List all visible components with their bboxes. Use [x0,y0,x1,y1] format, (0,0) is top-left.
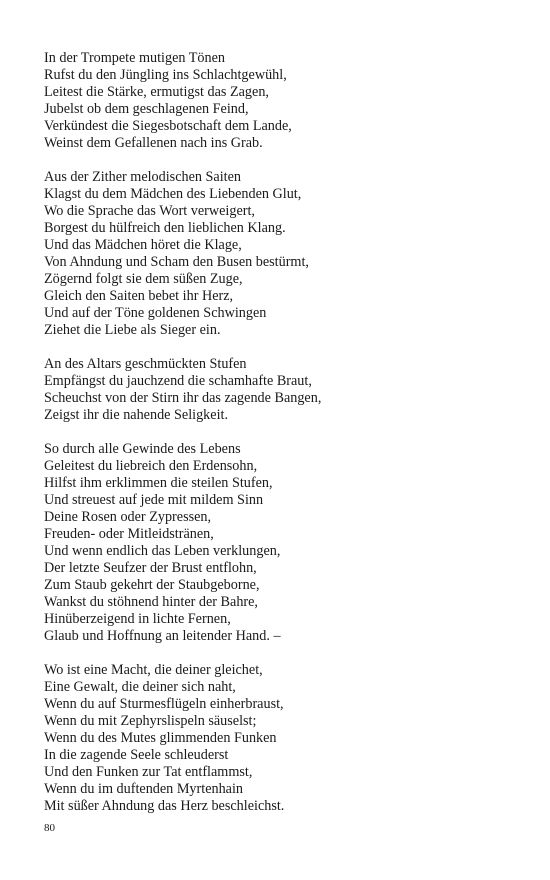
poem-line: Wenn du des Mutes glimmenden Funken [44,730,277,746]
poem-line: Zum Staub gekehrt der Staubgeborne, [44,577,260,593]
poem-line: Von Ahndung und Scham den Busen bestürmt, [44,254,309,270]
poem-line: Wenn du im duftenden Myrtenhain [44,781,244,797]
poem-line: Leitest die Stärke, ermutigst das Zagen, [44,84,269,100]
poem-line: Jubelst ob dem geschlagenen Feind, [44,101,249,117]
poem-line: Wenn du auf Sturmesflügeln einherbraust, [44,696,284,712]
poem-line: Wenn du mit Zephyrslispeln säuselst; [44,713,257,729]
poem-line: Und streuest auf jede mit mildem Sinn [44,492,264,508]
poem-line: Gleich den Saiten bebet ihr Herz, [44,288,234,304]
poem-line: Und wenn endlich das Leben verklungen, [44,543,281,559]
poem-line: In die zagende Seele schleuderst [44,747,229,763]
stanza-2 [44,169,514,339]
poem-line: Freuden- oder Mitleidstränen, [44,526,214,542]
poem-line: Und den Funken zur Tat entflammst, [44,764,253,780]
poem-line: Verkündest die Siegesbotschaft dem Lande, [44,118,292,134]
poem-line: Deine Rosen oder Zypressen, [44,509,212,525]
poem-line: So durch alle Gewinde des Lebens [44,441,241,457]
poem-line: Zeigst ihr die nahende Seligkeit. [44,407,228,423]
poem-line: Ziehet die Liebe als Sieger ein. [44,322,221,338]
poem-line: Aus der Zither melodischen Saiten [44,169,241,185]
poem-line: Hilfst ihm erklimmen die steilen Stufen, [44,475,273,491]
poem-line: Glaub und Hoffnung an leitender Hand. – [44,628,281,644]
poem-line: Mit süßer Ahndung das Herz beschleichst. [44,798,285,814]
poem-line: An des Altars geschmückten Stufen [44,356,247,372]
stanza-3 [44,356,514,424]
stanza-5 [44,662,514,815]
poem-line: Der letzte Seufzer der Brust entflohn, [44,560,257,576]
stanza-4 [44,441,514,645]
poem-line: Weinst dem Gefallenen nach ins Grab. [44,135,263,151]
poem-line: Wo die Sprache das Wort verweigert, [44,203,255,219]
poem-line: Und das Mädchen höret die Klage, [44,237,242,253]
poem-page [44,50,514,832]
poem-line: In der Trompete mutigen Tönen [44,50,226,66]
poem-line: Wo ist eine Macht, die deiner gleichet, [44,662,263,678]
poem-line: Geleitest du liebreich den Erdensohn, [44,458,258,474]
poem-line: Scheuchst von der Stirn ihr das zagende Bangen, [44,390,322,406]
poem-line: Borgest du hülfreich den lieblichen Klang. [44,220,286,236]
poem-line: Und auf der Töne goldenen Schwingen [44,305,267,321]
poem-line: Hinüberzeigend in lichte Fernen, [44,611,231,627]
page-number: 80 [44,822,55,834]
poem-line: Zögernd folgt sie dem süßen Zuge, [44,271,243,287]
poem-line: Rufst du den Jüngling ins Schlachtgewühl, [44,67,287,83]
poem-line: Empfängst du jauchzend die schamhafte Braut, [44,373,312,389]
poem-line: Wankst du stöhnend hinter der Bahre, [44,594,258,610]
poem-line: Eine Gewalt, die deiner sich naht, [44,679,236,695]
stanza-1 [44,50,514,152]
poem-line: Klagst du dem Mädchen des Liebenden Glut, [44,186,302,202]
